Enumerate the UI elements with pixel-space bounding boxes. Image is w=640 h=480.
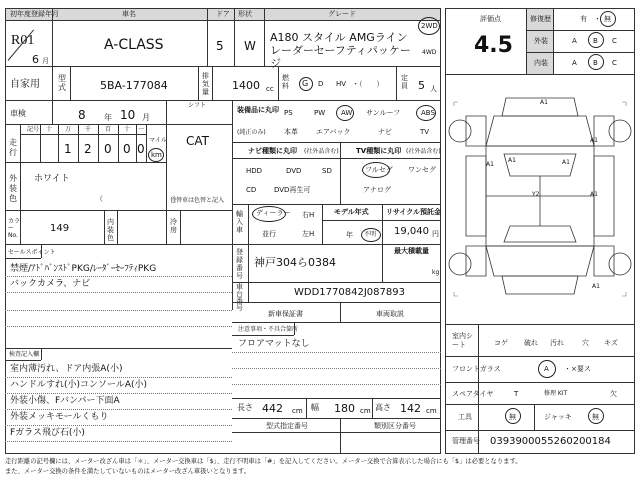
jack-value: 無 (592, 413, 599, 421)
width-unit: cm (360, 407, 371, 415)
tools-value: 無 (509, 413, 516, 421)
capacity-label: 定員 (401, 74, 408, 90)
notes-label: 注意事項・不具合箇所 (238, 326, 299, 333)
color-note: 色替車は色替と記入 (170, 197, 225, 204)
mileage-label: 走行 (9, 138, 17, 157)
equipment-item: PS (284, 109, 293, 117)
fuel-g: G (302, 79, 309, 88)
footer-line-2: また、メーター交換の条件を満たしていないものはメーター改ざん車扱いとなります。 (5, 468, 251, 475)
recycle-unit: 円 (432, 230, 439, 238)
abs-circle (416, 105, 436, 121)
equipment-subtitle: (純正のみ) (237, 129, 266, 136)
height-unit: cm (426, 407, 437, 415)
exterior-a: A (572, 37, 577, 45)
exterior-b: B (593, 37, 598, 45)
type-label: 型式 (58, 74, 66, 92)
length-label: 長さ (237, 403, 253, 412)
navi-item: SD (322, 167, 332, 175)
drive-4wd: 4WD (422, 49, 437, 56)
category-label: 類別区分番号 (374, 422, 416, 430)
model-name: A-CLASS (104, 37, 164, 53)
plate-label: 登録番号 (236, 248, 243, 280)
car-diagram (446, 76, 634, 324)
fuel-d: D (318, 80, 324, 88)
interior-b: B (593, 59, 598, 67)
chassis-label: 車台番号 (236, 283, 243, 312)
displacement-label: 排気量 (202, 72, 209, 96)
import-rhd: 右H (302, 211, 315, 219)
fuel-label: 燃料 (282, 74, 289, 90)
mileage-divider (58, 124, 59, 162)
model-year-unknown: 不明 (364, 231, 377, 238)
equipment-item: 本革 (284, 128, 298, 136)
capacity-unit: 人 (430, 85, 437, 93)
inspector-line: ハンドルすれ(小)コンソールA(小) (10, 380, 148, 390)
reg-year: R01 (11, 33, 35, 48)
recycle-value: 19,040 (394, 226, 429, 237)
shift: CAT (186, 134, 209, 148)
warranty-label: 新車保証書 (268, 310, 303, 318)
spare-tire-label: スペアタイヤ (452, 390, 494, 398)
repair-no: 無 (604, 15, 611, 23)
model-label: 車名 (122, 10, 136, 18)
navi-item: CD (246, 186, 257, 194)
tv-sub: (社外品含む) (406, 148, 441, 155)
km-unit: km (151, 151, 162, 159)
cabin-item: 汚れ (550, 339, 564, 347)
interior-a: A (572, 59, 577, 67)
damage-mark: A1 (562, 159, 570, 166)
sales-line-1: 禁煙/ｱﾄﾞﾊﾞﾝｽﾄﾞPKG/ﾚｰﾀﾞｰｾｰﾌﾃｨPKG (10, 264, 157, 274)
doors: 5 (216, 39, 224, 53)
grade: A180 スタイル AMGライン レーダーセーフティパッケージ (270, 31, 411, 70)
sales-line-2: バックカメラ、ナビ (10, 279, 91, 289)
height: 142 (400, 402, 421, 415)
use-label: 自家用 (10, 79, 40, 90)
reg-month-unit: 月 (42, 57, 49, 65)
mileage-digit: 0 (137, 142, 145, 156)
damage-mark: A1 (508, 157, 516, 164)
tools-label: 工具 (458, 413, 472, 421)
damage-mark: A1 (590, 191, 598, 198)
mileage-digit: 0 (123, 142, 131, 156)
damage-mark: Y2 (532, 191, 540, 198)
mileage-digit: 1 (64, 142, 72, 156)
length-unit: cm (292, 407, 303, 415)
chassis-value: WDD1770842J087893 (294, 287, 405, 298)
shaken-month: 10 (120, 108, 136, 122)
damage-mark: A1 (592, 283, 600, 290)
mileage-header: 記号 (27, 126, 40, 133)
notes-line-1: フロアマットなし (238, 339, 310, 349)
damage-mark: A1 (590, 137, 598, 144)
equipment-item: サンルーフ (366, 109, 401, 117)
mgmt-label: 管理番号 (452, 437, 480, 445)
sales-point-label: セールスポイント (8, 249, 56, 256)
fuel-other: ・（ ） (352, 80, 384, 88)
color-label: 外装色 (9, 174, 17, 203)
score-label: 評価点 (480, 15, 501, 23)
model-year-unit: 年 (346, 231, 353, 239)
spare-tire-none: 欠 (610, 390, 617, 398)
inspector-rule (5, 377, 232, 378)
plate-value: 神戸304ら0384 (254, 256, 336, 269)
capacity: 5 (418, 79, 425, 92)
colorno: 149 (50, 223, 70, 234)
reg-month: 6 (32, 53, 39, 66)
shift-label: シフト (188, 102, 207, 109)
mileage-header: 千 (85, 126, 92, 133)
equipment-title: 装備品に丸印 (237, 106, 279, 114)
inspector-label: 検査記入欄 (9, 351, 40, 358)
cabin-label: 室内シート (452, 332, 473, 349)
colorno-label: カラーNo. (8, 218, 21, 239)
drive-2wd: 2WD (421, 22, 438, 30)
navi-sub: (社外品含む) (304, 148, 339, 155)
mileage-header: 百 (105, 126, 112, 133)
inspector-rule (5, 393, 232, 394)
mile-unit: マイル (149, 137, 167, 144)
shape-label: 形状 (238, 10, 252, 18)
footer-line-1: 走行距離の記号欄には、メーター改ざん車は「＊」、メーター交換車は「$」、走行不明車は「#」を記入してください。メーター交換で合算表示した場合にも「$」は必要となります。 (5, 458, 522, 465)
damage-mark: A1 (486, 161, 494, 168)
inspector-rule (5, 409, 232, 410)
inspector-line: 外装メッキモールくもり (10, 412, 109, 422)
length: 442 (262, 402, 283, 415)
inspector-line: 外装小傷、Fバンパー下面A (10, 396, 120, 406)
aircon-label: 冷房 (170, 218, 177, 234)
mileage-divider (40, 124, 41, 162)
inspector-rule (5, 425, 232, 426)
mileage-divider (118, 124, 119, 162)
repair-yes: 有 (580, 15, 587, 23)
equipment-item: ナビ (378, 128, 392, 136)
designation-label: 型式指定番号 (266, 422, 308, 430)
mgmt-value: 0393900055260200184 (490, 436, 611, 447)
navi-item: DVD (286, 167, 302, 175)
type: 5BA-177084 (100, 79, 168, 92)
equipment-item: PW (314, 109, 326, 117)
import-dealer: ディーラー (256, 209, 291, 217)
spare-tire-t: T (514, 390, 519, 398)
inspector-line: Fガラス飛び石(小) (10, 428, 85, 438)
color-paren: （ ） (96, 195, 180, 203)
max-load-unit: kg (432, 269, 440, 276)
height-label: 高さ (375, 403, 391, 412)
mileage-divider (78, 124, 79, 162)
equipment-item: ABS (421, 109, 435, 117)
recycle-label: リサイクル預託金 (386, 208, 442, 216)
front-glass-label: フロントガラス (452, 365, 501, 373)
reg-year-label: 初年度登録年月 (10, 10, 59, 18)
shape: W (244, 39, 256, 53)
doors-label: ドア (216, 10, 230, 18)
spare-tire-repair: 修理 KIT (544, 390, 568, 397)
score-value: 4.5 (474, 33, 513, 58)
width-label: 幅 (311, 403, 319, 412)
front-glass-a: A (544, 365, 549, 373)
shaken-year-unit: 年 (104, 113, 112, 122)
interior-color-label: 内装色 (107, 218, 114, 242)
mileage-header: 万 (65, 126, 72, 133)
mileage-header: 一 (138, 126, 145, 133)
grade-label: グレード (328, 10, 356, 18)
equipment-item: エアバック (316, 128, 351, 136)
interior-c: C (612, 59, 617, 67)
cabin-item: 破れ (524, 339, 538, 347)
import-parallel: 並行 (262, 230, 276, 238)
mileage-header: 十 (124, 126, 131, 133)
inspector-rule (5, 441, 232, 442)
fullseg-circle (362, 162, 390, 178)
model-year-label: モデル年式 (334, 208, 369, 216)
tv-item: フルセグ (365, 166, 393, 174)
navi-item: HDD (246, 167, 263, 175)
import-label: 輸入車 (236, 210, 243, 234)
mileage-divider (146, 124, 147, 162)
displacement-unit: cc (266, 85, 274, 93)
shaken-year: 8 (78, 108, 86, 122)
tv-title: TV種類に丸印 (356, 147, 402, 155)
navi-item: DVD再生可 (274, 186, 311, 194)
shaken-label: 車検 (10, 109, 26, 118)
repair-label: 修復歴 (530, 15, 551, 23)
displacement: 1400 (232, 79, 260, 92)
exterior-label: 外装 (534, 37, 548, 45)
equipment-item: TV (420, 128, 430, 136)
front-glass-note: ・×要ス (564, 365, 591, 373)
fuel-hv: HV (336, 80, 347, 88)
cabin-item: コゲ (494, 339, 508, 347)
tv-item: アナログ (363, 186, 391, 194)
mileage-header: 十 (46, 126, 53, 133)
mileage-divider (20, 124, 21, 162)
cabin-item: キズ (604, 339, 618, 347)
damage-mark: A1 (540, 99, 548, 106)
aw-circle (336, 105, 354, 121)
width: 180 (334, 402, 355, 415)
color: ホワイト (34, 174, 70, 184)
equipment-item: AW (341, 109, 353, 117)
navi-title: ナビ種類に丸印 (248, 147, 297, 155)
mileage-digit: 2 (84, 142, 92, 156)
tv-item: ワンセグ (408, 166, 436, 174)
inspector-line: 室内薄汚れ、ドア内張A(小) (10, 364, 123, 374)
cabin-item: 穴 (582, 339, 589, 347)
repair-sep: ・ (594, 15, 601, 23)
import-lhd: 左H (302, 230, 315, 238)
mileage-divider (98, 124, 99, 162)
mileage-digit: 0 (104, 142, 112, 156)
interior-label: 内装 (534, 59, 548, 67)
manual-label: 車両取説 (376, 310, 404, 318)
max-load-label: 最大積載量 (394, 247, 429, 255)
shaken-month-unit: 月 (142, 113, 150, 122)
jack-label: ジャッキ (544, 413, 572, 421)
exterior-c: C (612, 37, 617, 45)
